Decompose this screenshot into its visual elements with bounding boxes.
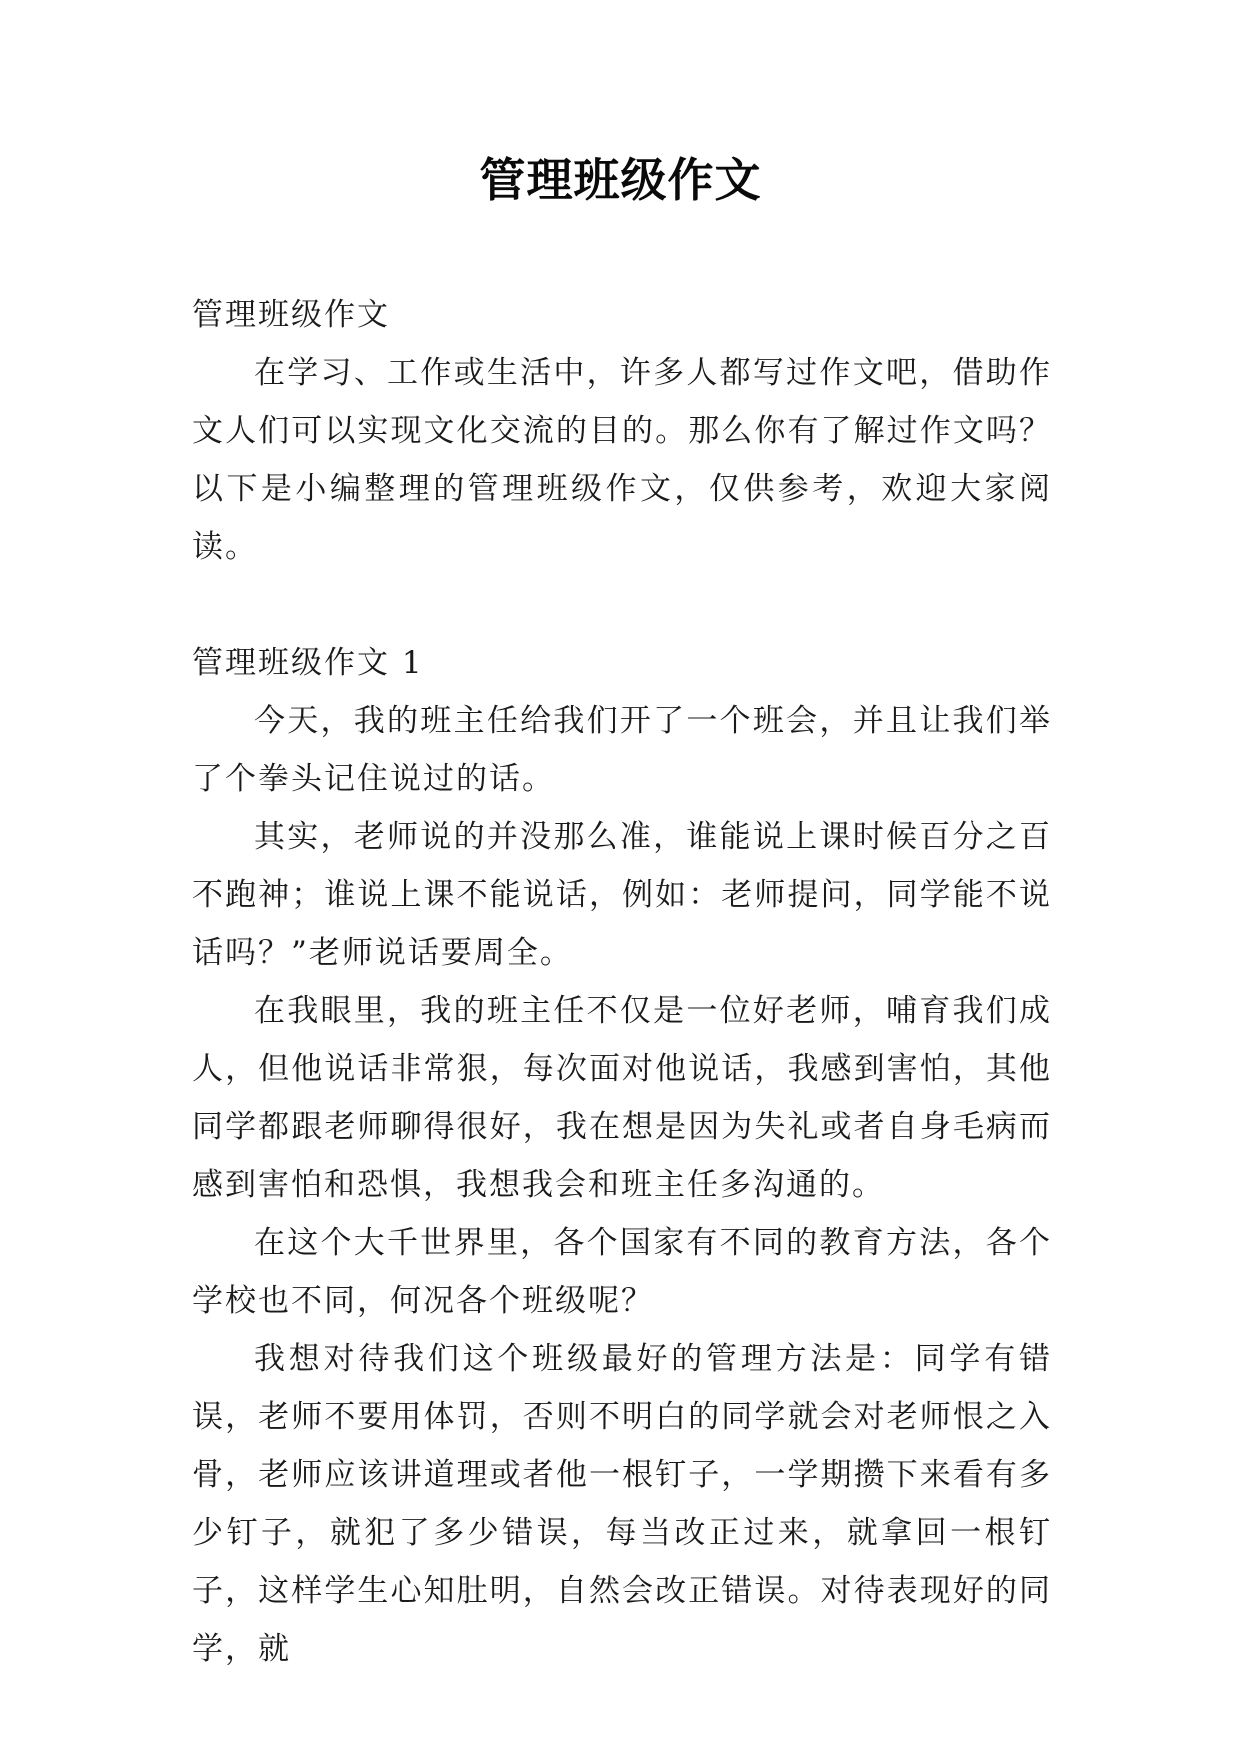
essay-1-paragraph-5: 我想对待我们这个班级最好的管理方法是：同学有错误，老师不要用体罚，否则不明白的同学就会对老师恨之入骨，老师应该讲道理或者他一根钉子，一学期攒下来看有多少钉子，就犯了多少错误，每当改正过来，就拿回一根钉子，这样学生心知肚明，自然会改正错误。对待表现好的同学，就: [192, 1341, 1052, 1667]
essay-1-paragraph-2: 其实，老师说的并没那么准，谁能说上课时候百分之百不跑神；谁说上课不能说话，例如：老师提问，同学能不说话吗？”老师说话要周全。: [192, 819, 1052, 971]
intro-heading: 管理班级作文: [192, 297, 390, 333]
essay-1-paragraph-4: 在这个大千世界里，各个国家有不同的教育方法，各个学校也不同，何况各个班级呢？: [192, 1225, 1052, 1319]
document-title: 管理班级作文: [479, 153, 762, 207]
essay-1-paragraph-1: 今天，我的班主任给我们开了一个班会，并且让我们举了个拳头记住说过的话。: [192, 703, 1052, 797]
essay-1-heading: 管理班级作文 1: [192, 645, 424, 681]
document-body: [192, 286, 1052, 1678]
essay-1-paragraph-3: 在我眼里，我的班主任不仅是一位好老师，哺育我们成人，但他说话非常狠，每次面对他说话，我感到害怕，其他同学都跟老师聊得很好，我在想是因为失礼或者自身毛病而感到害怕和恐惧，我想我会和班主任多沟通的。: [192, 993, 1052, 1203]
intro-paragraph: 在学习、工作或生活中，许多人都写过作文吧，借助作文人们可以实现文化交流的目的。那么你有了解过作文吗？以下是小编整理的管理班级作文，仅供参考，欢迎大家阅读。: [192, 355, 1052, 565]
section-spacer: [192, 576, 1052, 634]
